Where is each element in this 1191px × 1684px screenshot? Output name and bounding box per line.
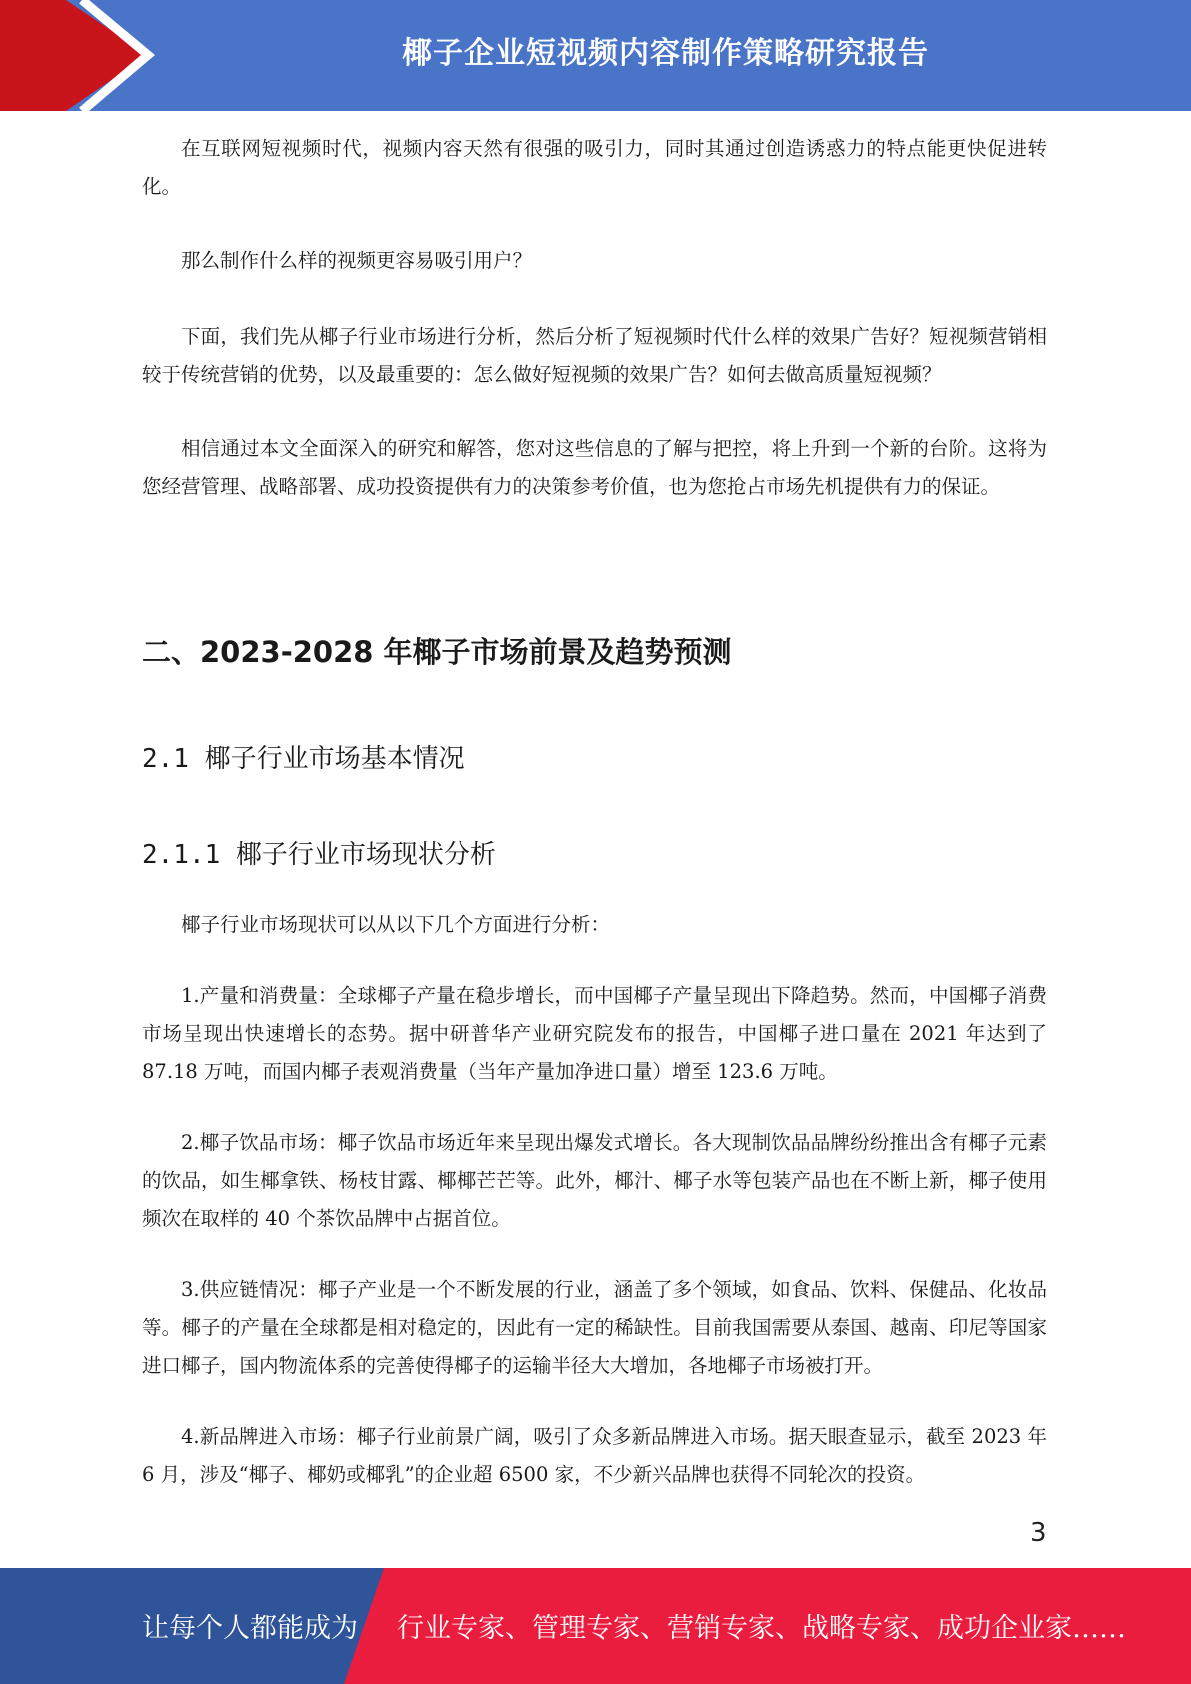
footer-slogan-left: 让每个人都能成为 <box>142 1613 358 1644</box>
intro-paragraph-4: 相信通过本文全面深入的研究和解答，您对这些信息的了解与把控，将上升到一个新的台阶。这将为您经营管理、战略部署、成功投资提供有力的决策参考价值，也为您抢占市场先机提供有力的保证。 <box>142 437 1047 498</box>
section-body <box>142 906 1047 1494</box>
section-heading: 二、2023-2028 年椰子市场前景及趋势预测 <box>142 635 732 669</box>
list-item-new-brands: 4.新品牌进入市场：椰子行业前景广阔，吸引了众多新品牌进入市场。据天眼查显示，截至 2023 年 6 月，涉及“椰子、椰奶或椰乳”的企业超 6500 家，不少新兴品牌也获得不同轮次的投资。 <box>142 1425 1047 1486</box>
intro-section <box>142 130 1047 506</box>
subsection-heading-2-1-1: 2.1.1 椰子行业市场现状分析 <box>142 840 496 870</box>
intro-paragraph-1: 在互联网短视频时代，视频内容天然有很强的吸引力，同时其通过创造诱惑力的特点能更快促进转化。 <box>142 137 1047 198</box>
page-number: 3 <box>1030 1518 1047 1548</box>
list-item-beverage-market: 2.椰子饮品市场：椰子饮品市场近年来呈现出爆发式增长。各大现制饮品品牌纷纷推出含有椰子元素的饮品，如生椰拿铁、杨枝甘露、椰椰芒芒等。此外，椰汁、椰子水等包装产品也在不断上新，椰子使用频次在取样的 40 个茶饮品牌中占据首位。 <box>142 1131 1047 1230</box>
page-footer <box>0 1568 1191 1684</box>
list-item-production: 1.产量和消费量：全球椰子产量在稳步增长，而中国椰子产量呈现出下降趋势。然而，中国椰子消费市场呈现出快速增长的态势。据中研普华产业研究院发布的报告，中国椰子进口量在 2021 年达到了 87.18 万吨，而国内椰子表观消费量（当年产量加净进口量）增至 123.6 万吨。 <box>142 984 1047 1083</box>
subsection-heading-2-1: 2.1 椰子行业市场基本情况 <box>142 744 465 774</box>
list-item-supply-chain: 3.供应链情况：椰子产业是一个不断发展的行业，涵盖了多个领域，如食品、饮料、保健品、化妆品等。椰子的产量在全球都是相对稳定的，因此有一定的稀缺性。目前我国需要从泰国、越南、印尼等国家进口椰子，国内物流体系的完善使得椰子的运输半径大大增加，各地椰子市场被打开。 <box>142 1278 1047 1377</box>
section-lead-paragraph: 椰子行业市场现状可以从以下几个方面进行分析： <box>181 913 611 936</box>
intro-paragraph-3: 下面，我们先从椰子行业市场进行分析，然后分析了短视频时代什么样的效果广告好？短视频营销相较于传统营销的优势，以及最重要的：怎么做好短视频的效果广告？如何去做高质量短视频？ <box>142 325 1047 386</box>
intro-paragraph-2: 那么制作什么样的视频更容易吸引用户？ <box>181 249 533 272</box>
page-header <box>0 0 1191 111</box>
header-title: 椰子企业短视频内容制作策略研究报告 <box>402 36 929 71</box>
footer-slogan-right: 行业专家、管理专家、营销专家、战略专家、成功企业家…… <box>397 1613 1126 1644</box>
